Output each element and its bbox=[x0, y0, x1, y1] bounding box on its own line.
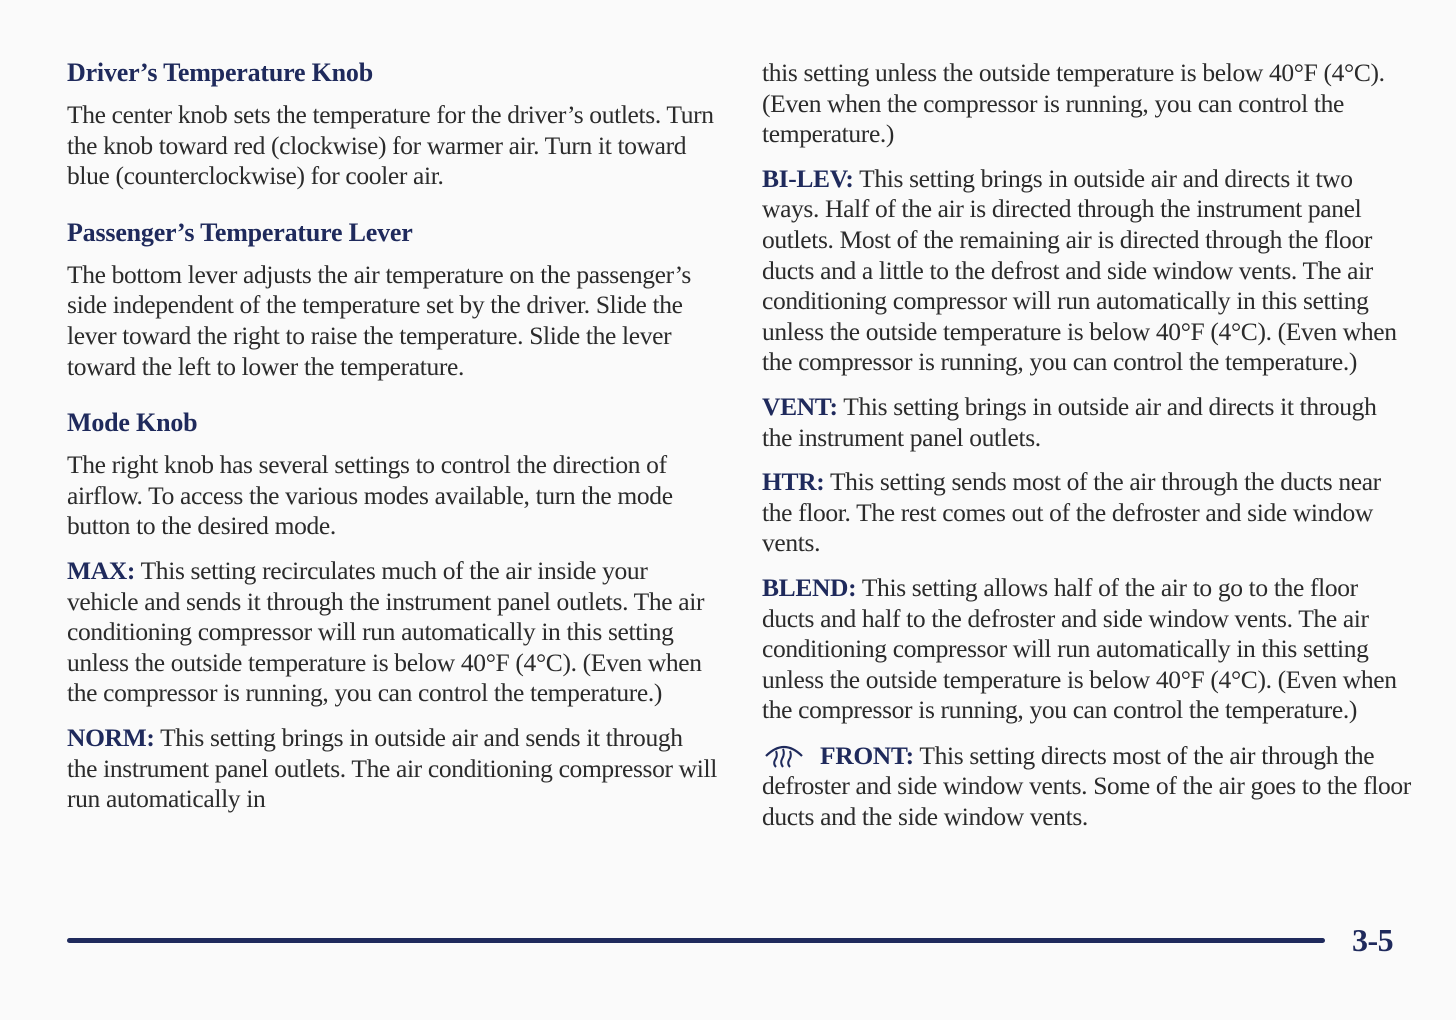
front-defrost-icon bbox=[762, 740, 806, 768]
max-label: MAX: bbox=[67, 555, 135, 585]
drivers-temperature-knob-text: The center knob sets the temperature for the driver’s outlets. Turn the knob toward red (clockwise) for warmer air. Turn it toward blue (counterclockwise) for cooler air. bbox=[67, 100, 714, 191]
bilev-setting-paragraph bbox=[762, 164, 1412, 378]
htr-text: This setting sends most of the air through the ducts near the floor. The rest comes out of the defroster and side window vents. bbox=[762, 467, 1381, 558]
front-label: FRONT: bbox=[820, 740, 914, 770]
bilev-label: BI-LEV: bbox=[762, 163, 854, 193]
drivers-temperature-knob-heading: Driver’s Temperature Knob bbox=[67, 58, 373, 87]
mode-knob-text: The right knob has several settings to control the direction of airflow. To access the various modes available, turn the mode button to the desired mode. bbox=[67, 450, 673, 541]
bilev-text: This setting brings in outside air and directs it two ways. Half of the air is directed through the instrument panel outlets. Most of the remaining air is directed through the floor ducts and a little to the defrost and side window vents. The air conditioning compressor will run automatically in this setting unless the outside temperature is below 40°F (4°C). (Even when the compressor is running, you can control the temperature.) bbox=[762, 163, 1397, 377]
norm-text: This setting brings in outside air and sends it through the instrument panel outlets. The air conditioning compressor will run automatically in bbox=[67, 722, 717, 814]
blend-label: BLEND: bbox=[762, 572, 857, 602]
front-setting-paragraph bbox=[762, 740, 1412, 833]
htr-setting-paragraph bbox=[762, 467, 1412, 559]
blend-setting-paragraph bbox=[762, 573, 1412, 726]
front-text: This setting directs most of the air through the defroster and side window vents. Some of the air goes to the floor ducts and the side window vents. bbox=[762, 740, 1411, 832]
page-number: 3-5 bbox=[1352, 922, 1394, 958]
vent-label: VENT: bbox=[762, 391, 838, 421]
max-text: This setting recirculates much of the air inside your vehicle and sends it through the instrument panel outlets. The air conditioning compressor will run automatically in this setting unless the outside temperature is below 40°F (4°C). (Even when the compressor is running, you can control the temperature.) bbox=[67, 555, 705, 708]
passengers-temperature-lever-heading: Passenger’s Temperature Lever bbox=[67, 217, 413, 247]
vent-setting-paragraph bbox=[762, 392, 1412, 453]
norm-label: NORM: bbox=[67, 722, 155, 752]
norm-setting-paragraph bbox=[67, 723, 717, 815]
mode-knob-heading: Mode Knob bbox=[67, 408, 198, 438]
max-setting-paragraph bbox=[67, 556, 717, 709]
left-column bbox=[67, 58, 717, 829]
passengers-temperature-lever-text: The bottom lever adjusts the air temperature on the passenger’s side independent of the temperature set by the driver. Slide the lever toward the right to raise the temperature. Slide the lever toward the left to lower the temperature. bbox=[67, 259, 691, 381]
htr-label: HTR: bbox=[762, 467, 825, 497]
vent-text: This setting brings in outside air and directs it through the instrument panel outlets. bbox=[762, 391, 1377, 452]
blend-text: This setting allows half of the air to go to the floor ducts and half to the defroster and side window vents. The air conditioning compressor will run automatically in this setting unless the outside temperature is below 40°F (4°C). (Even when the compressor is running, you can control the temperature.) bbox=[762, 572, 1397, 725]
norm-continued-text: this setting unless the outside temperature is below 40°F (4°C). (Even when the compressor is running, you can control the temperature.) bbox=[762, 58, 1385, 149]
right-column bbox=[762, 58, 1412, 847]
footer-rule bbox=[67, 938, 1325, 943]
